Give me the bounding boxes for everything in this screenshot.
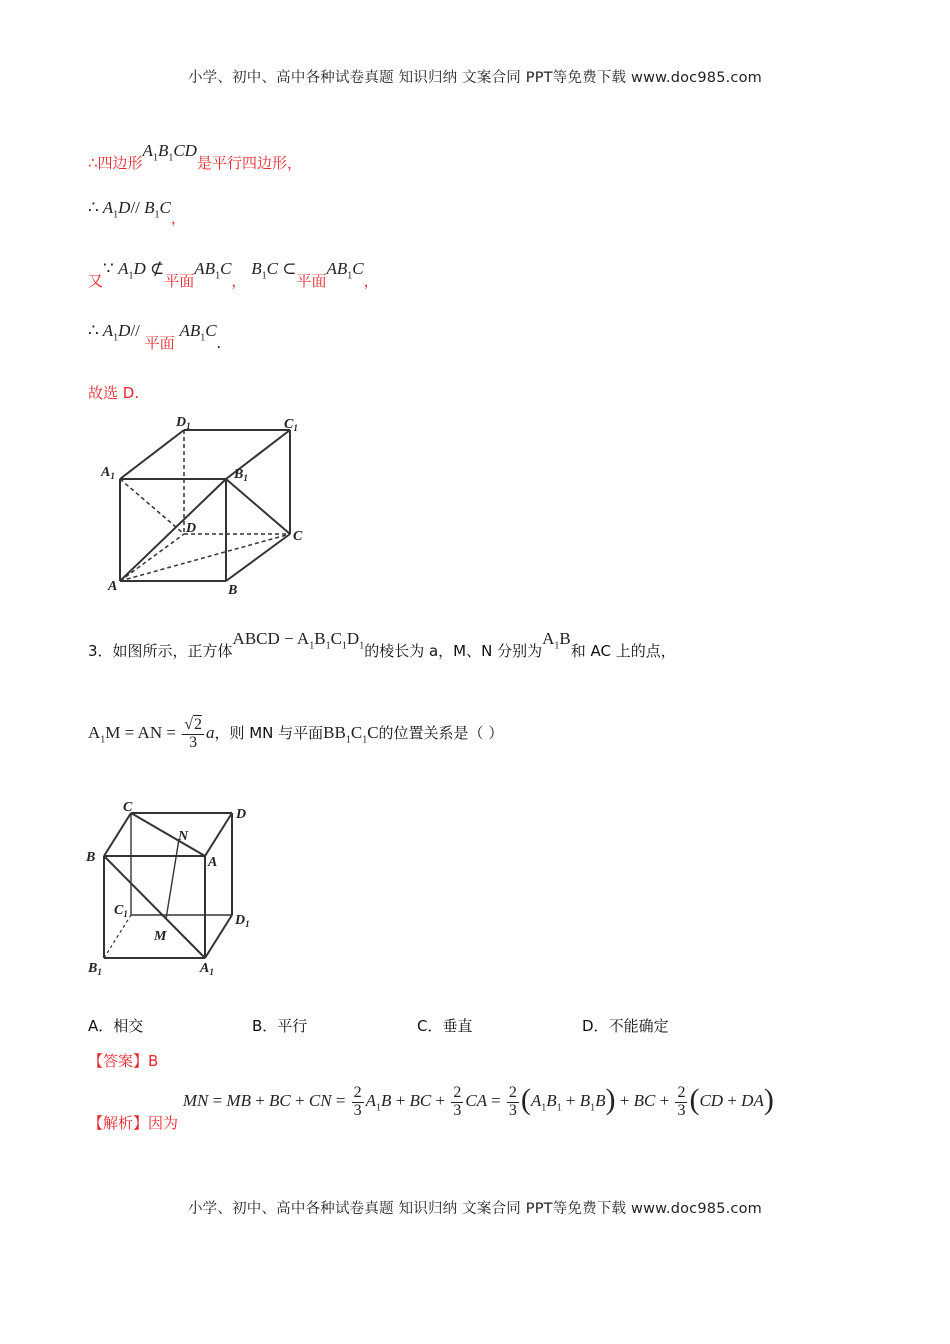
proof-l3-sep: ， bbox=[231, 272, 247, 290]
answer-label: 【答案】 bbox=[88, 1052, 149, 1070]
proof-l4-plane: 平面 bbox=[144, 334, 175, 352]
math-a1b1cd: $A_1B_1CD$ bbox=[142, 141, 197, 164]
label-d1: $D_1$ bbox=[235, 913, 250, 929]
math-ab1c-3: $AB_1C$ bbox=[179, 321, 217, 344]
edge-b-c bbox=[104, 813, 131, 856]
question3-line-1 bbox=[88, 629, 676, 663]
answer-value: B bbox=[148, 1052, 159, 1070]
cube-figure-2 bbox=[84, 798, 264, 980]
proof-l3-plane2: 平面 bbox=[296, 272, 327, 290]
option-d: D．不能确定 bbox=[582, 1017, 669, 1035]
label-b: B bbox=[228, 583, 238, 598]
q3-t2: 的棱长为 a，M、N 分别为 bbox=[364, 642, 543, 660]
label-d: D bbox=[186, 521, 197, 536]
label-c: C bbox=[123, 800, 133, 815]
proof-line-3 bbox=[88, 259, 379, 293]
hidden-a1-d bbox=[120, 479, 184, 534]
proof-l4-end: . bbox=[216, 333, 221, 352]
q3-cond-tail: ，则 MN 与平面 bbox=[214, 724, 324, 743]
label-c1: $C_1$ bbox=[284, 417, 298, 433]
edge-c-a bbox=[131, 813, 205, 856]
proof-l2-comma: ， bbox=[170, 209, 186, 227]
edge-b-c bbox=[226, 534, 290, 581]
answer-line bbox=[88, 1050, 158, 1071]
option-b: B．平行 bbox=[252, 1017, 308, 1035]
question3-line-2 bbox=[88, 717, 503, 752]
label-a1: $A_1$ bbox=[101, 465, 115, 481]
math-b1c-subset: $B_1C$ ⊂ bbox=[251, 259, 297, 282]
math-analysis-equation: MN = MB + BC + CN = $\frac{2}{3}$ $A_1B$ + BC + $\frac{2}{3}$ CA = $\frac{2}{3}$ $(A_1B_1 + B_1B)$ + BC + $\frac{2}{3}$ (CD + DA) bbox=[182, 1083, 774, 1119]
label-d: D bbox=[236, 807, 247, 822]
q3-t3: 和 AC 上的点， bbox=[570, 642, 676, 660]
analysis-label: 【解析】 bbox=[88, 1114, 149, 1133]
hidden-a-d bbox=[120, 534, 184, 581]
label-a: A bbox=[108, 579, 118, 594]
math-a1b: $A_1B$ bbox=[542, 629, 571, 652]
proof-l1-suffix: 是平行四边形， bbox=[196, 154, 302, 172]
math-a1d-parallel: ∴ $A_1D//$ bbox=[88, 321, 140, 344]
math-a1d-parallel-b1c: ∴ $A_1D//$ $B_1C$ bbox=[88, 198, 171, 221]
proof-l3-you: 又 bbox=[88, 272, 104, 290]
edge-b1-c bbox=[226, 479, 290, 534]
label-a1: $A_1$ bbox=[200, 961, 214, 977]
edge-a1-d1 bbox=[120, 430, 184, 479]
edge-a-d bbox=[205, 813, 232, 856]
math-plane-bb1c1c: $BB_1C_1C$ bbox=[323, 723, 379, 746]
math-a1d-notin: ∵ $A_1D$ ⊄ bbox=[103, 259, 165, 282]
math-ab1c: $AB_1C$ bbox=[194, 259, 232, 282]
option-a: A．相交 bbox=[88, 1017, 144, 1035]
label-a: A bbox=[208, 855, 218, 870]
label-n: N bbox=[178, 829, 189, 844]
proof-l1-prefix: ∴四边形 bbox=[88, 154, 143, 172]
label-m: M bbox=[154, 929, 167, 944]
hidden-b1-c1 bbox=[104, 915, 131, 958]
page-footer: 小学、初中、高中各种试卷真题 知识归纳 文案合同 PPT等免费下载 www.doc985.com bbox=[187, 1201, 763, 1217]
page-header: 小学、初中、高中各种试卷真题 知识归纳 文案合同 PPT等免费下载 www.doc985.com bbox=[187, 70, 763, 86]
label-d1: $D_1$ bbox=[176, 415, 191, 431]
label-b1: $B_1$ bbox=[88, 961, 102, 977]
q3-cond-end: 的位置关系是（ ） bbox=[378, 724, 504, 743]
proof-conclusion: 故选 D. bbox=[88, 384, 140, 402]
proof-l3-end: ， bbox=[363, 272, 379, 290]
math-condition: $A_1M$ = AN = $\frac{√2}{3}$ a bbox=[88, 716, 215, 751]
proof-line-2 bbox=[88, 197, 186, 227]
analysis-text: 因为 bbox=[148, 1114, 179, 1133]
label-c1: $C_1$ bbox=[114, 903, 128, 919]
label-b1: $B_1$ bbox=[234, 467, 248, 483]
proof-line-1 bbox=[88, 141, 302, 175]
q3-number: 3．如图所示，正方体 bbox=[88, 642, 233, 660]
cube-figure-1 bbox=[98, 412, 310, 598]
option-c: C．垂直 bbox=[417, 1017, 473, 1035]
label-c: C bbox=[293, 529, 303, 544]
analysis-line bbox=[88, 1083, 774, 1133]
proof-line-4 bbox=[88, 321, 221, 355]
proof-l3-plane: 平面 bbox=[164, 272, 195, 290]
math-ab1c-2: $AB_1C$ bbox=[326, 259, 364, 282]
math-cube-name: ABCD − $A_1B_1C_1D_1$ bbox=[232, 629, 365, 652]
edge-a1-d1 bbox=[205, 915, 232, 958]
line-m-n bbox=[166, 839, 179, 919]
label-b: B bbox=[86, 850, 96, 865]
edge-a-b1 bbox=[120, 479, 226, 581]
